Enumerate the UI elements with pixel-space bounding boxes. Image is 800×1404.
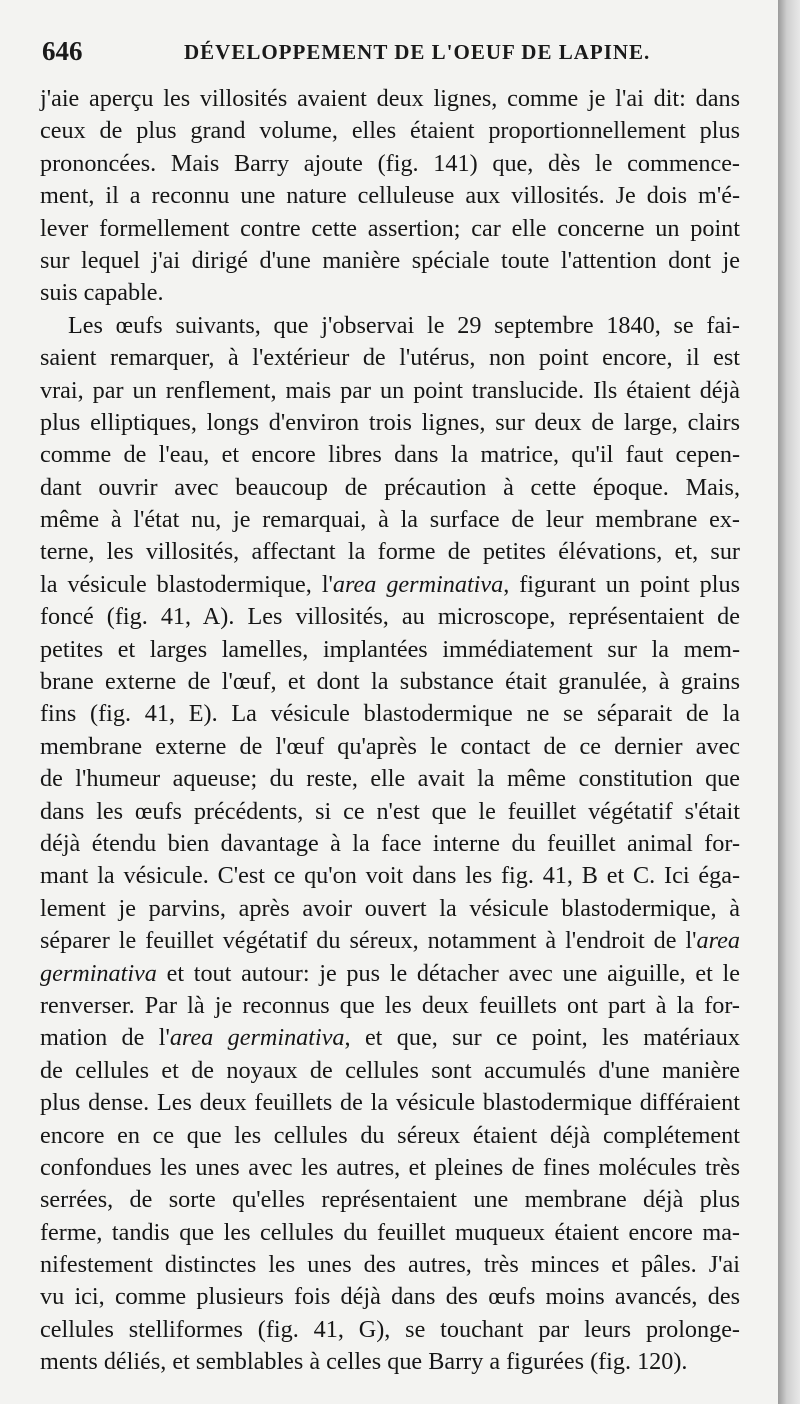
text-line: plus elliptiques, longs d'environ trois lignes, sur deux de large, clairs — [40, 408, 740, 436]
italic-term: germinativa — [40, 959, 157, 987]
page-edge — [778, 0, 800, 1404]
text-segment: , figurant un point plus — [503, 570, 740, 598]
text-line: vrai, par un renflement, mais par un point translucide. Ils étaient déjà — [40, 376, 740, 404]
text-line: nifestement distinctes les unes des autres, très minces et pâles. J'ai — [40, 1251, 740, 1279]
text-line: Les œufs suivants, que j'observai le 29 septembre 1840, se fai- — [68, 311, 740, 339]
text-line: lement je parvins, après avoir ouvert la vésicule blastodermique, à — [40, 894, 740, 922]
text-segment: et tout autour: je pus le détacher avec une aiguille, et le — [156, 959, 740, 987]
text-line: cellules stelliformes (fig. 41, G), se touchant par leurs prolonge- — [40, 1315, 740, 1343]
text-line: fins (fig. 41, E). La vésicule blastodermique ne se séparait de la — [40, 700, 740, 728]
page-header — [42, 36, 742, 70]
text-line: dant ouvrir avec beaucoup de précaution à cette époque. Mais, — [40, 473, 740, 501]
italic-term: area germinativa — [332, 570, 504, 598]
text-line: ments déliés, et semblables à celles que Barry a figurées (fig. 120). — [40, 1348, 688, 1376]
text-line: prononcées. Mais Barry ajoute (fig. 141) que, dès le commence- — [40, 149, 740, 177]
italic-term: area — [696, 927, 740, 955]
text-line: ment, il a reconnu une nature celluleuse aux villosités. Je dois m'é- — [40, 182, 740, 210]
page-number: 646 — [42, 36, 83, 66]
text-line: de cellules et de noyaux de cellules sont accumulés d'une manière — [40, 1056, 740, 1084]
text-line: petites et larges lamelles, implantées immédiatement sur la mem- — [40, 635, 740, 663]
text-line — [40, 958, 740, 990]
text-line — [40, 569, 740, 601]
text-line: plus dense. Les deux feuillets de la vésicule blastodermique différaient — [40, 1089, 740, 1117]
text-line: de l'humeur aqueuse; du reste, elle avait la même constitution que — [40, 765, 740, 793]
text-line: foncé (fig. 41, A). Les villosités, au microscope, représentaient de — [40, 603, 740, 631]
text-segment: mation de l' — [40, 1024, 170, 1052]
text-line: renverser. Par là je reconnus que les deux feuillets ont part à la for- — [40, 991, 740, 1019]
text-line: déjà étendu bien davantage à la face interne du feuillet animal for- — [40, 829, 740, 857]
text-line: suis capable. — [40, 279, 164, 307]
body-text — [40, 83, 740, 1379]
text-line: brane externe de l'œuf, et dont la substance était granulée, à grains — [40, 668, 740, 696]
text-line: vu ici, comme plusieurs fois déjà dans des œufs moins avancés, des — [40, 1283, 740, 1311]
text-segment: , et que, sur ce point, les matériaux — [344, 1024, 740, 1052]
text-line: confondues les unes avec les autres, et pleines de fines molécules très — [40, 1153, 740, 1181]
text-line: ceux de plus grand volume, elles étaient proportionnellement plus — [40, 117, 740, 145]
text-line: sur lequel j'ai dirigé d'une manière spéciale toute l'attention dont je — [40, 246, 740, 274]
text-segment: la vésicule blastodermique, l' — [40, 570, 333, 598]
text-line: encore en ce que les cellules du séreux étaient déjà complétement — [40, 1121, 740, 1149]
text-line — [40, 1022, 740, 1054]
text-line: saient remarquer, à l'extérieur de l'utérus, non point encore, il est — [40, 344, 740, 372]
text-line: j'aie aperçu les villosités avaient deux lignes, comme je l'ai dit: dans — [40, 85, 740, 112]
text-line: dans les œufs précédents, si ce n'est que le feuillet végétatif s'était — [40, 797, 740, 825]
text-segment: séparer le feuillet végétatif du séreux, notamment à l'endroit de l' — [40, 927, 697, 955]
text-line: comme de l'eau, et encore libres dans la matrice, qu'il faut cepen- — [40, 441, 740, 469]
text-line: terne, les villosités, affectant la forme de petites élévations, et, sur — [40, 538, 740, 566]
text-line: même à l'état nu, je remarquai, à la surface de leur membrane ex- — [40, 506, 740, 534]
text-line: mant la vésicule. C'est ce qu'on voit dans les fig. 41, B et C. Ici éga- — [40, 862, 740, 890]
text-line: ferme, tandis que les cellules du feuillet muqueux étaient encore ma- — [40, 1218, 740, 1246]
text-line: membrane externe de l'œuf qu'après le contact de ce dernier avec — [40, 732, 740, 760]
text-line: serrées, de sorte qu'elles représentaient une membrane déjà plus — [40, 1186, 740, 1214]
text-line: lever formellement contre cette assertion; car elle concerne un point — [40, 214, 740, 242]
italic-term: area germinativa — [169, 1024, 345, 1052]
running-head: DÉVELOPPEMENT DE L'OEUF DE LAPINE. — [184, 40, 651, 64]
text-line — [40, 925, 740, 957]
